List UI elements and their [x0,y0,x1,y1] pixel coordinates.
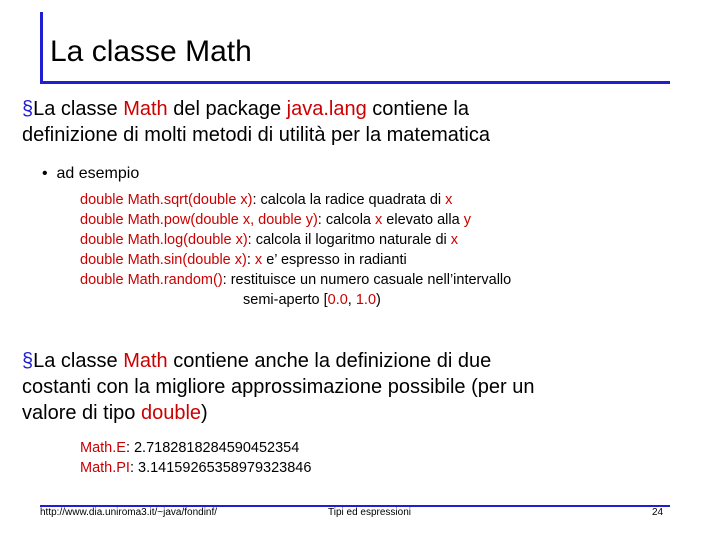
method-description: : calcola la radice quadrata di [252,192,446,208]
text-segment: La classe [33,350,124,372]
method-signature: double Math.sqrt(double x) [80,192,253,208]
title-rule-horizontal [40,81,670,84]
method-signature: double Math.pow(double x, double y) [80,212,318,228]
method-pow [80,210,511,230]
method-signature: double Math.log(double x) [80,232,248,248]
text-segment: contiene anche la definizione di due [167,350,492,372]
title-rule-vertical [40,12,43,84]
interval-upper-bound: 1.0 [355,292,377,308]
footer-topic: Tipi ed espressioni [328,507,412,518]
bullet-marker: § [22,98,34,120]
keyword-math: Math [123,98,168,120]
keyword-double: double [140,402,202,424]
bullet-line-1 [22,348,534,374]
method-description: elevato alla [382,212,464,228]
bullet-math-constants [22,348,534,426]
method-description: : [246,252,255,268]
interval-lower-bound: 0.0 [327,292,348,308]
bullet-math-class [22,96,490,148]
text-segment: del package [167,98,287,120]
footer-page-number: 24 [652,507,664,518]
method-description: : calcola [317,212,376,228]
method-description: : calcola il logaritmo naturale di [247,232,451,248]
subbullet-text: ad esempio [56,165,140,182]
method-random [80,270,511,290]
constant-value: : 2.7182818284590452354 [125,440,300,456]
method-argument: x [375,212,383,228]
method-argument: x [445,192,453,208]
text-segment: ) [201,402,208,424]
slide-title: La classe Math [50,35,252,68]
method-list [80,190,511,310]
keyword-java-lang: java.lang [286,98,367,120]
method-signature: double Math.random() [80,272,223,288]
method-sin [80,250,511,270]
method-description: e’ espresso in radianti [262,252,407,268]
method-description: : restituisce un numero casuale nell’intervallo [222,272,512,288]
method-random-continuation [80,290,511,310]
subbullet-marker: • [42,165,48,182]
bullet-line-3 [22,400,534,426]
keyword-math: Math [123,350,168,372]
constant-name: Math.E [80,440,126,456]
constant-name: Math.PI [80,460,130,476]
method-argument: x [450,232,459,248]
text-segment: contiene la [366,98,469,120]
method-description: ) [376,292,381,308]
method-description: semi-aperto [ [243,292,328,308]
method-sqrt [80,190,511,210]
constant-list [80,438,311,478]
method-signature: double Math.sin(double x) [80,252,247,268]
bullet-line-2: definizione di molti metodi di utilità per la matematica [22,124,490,146]
method-argument: x [254,252,263,268]
constant-pi [80,458,311,478]
subbullet-examples [42,164,139,184]
constant-e [80,438,311,458]
method-log [80,230,511,250]
constant-value: : 3.14159265358979323846 [129,460,312,476]
method-description: , [347,292,356,308]
bullet-line-1 [22,96,490,122]
bullet-line-2: costanti con la migliore approssimazione possibile (per un [22,376,535,398]
bullet-marker: § [22,350,34,372]
text-segment: La classe [33,98,124,120]
method-argument: y [463,212,471,228]
text-segment: valore di tipo [22,402,141,424]
footer-url: http://www.dia.uniroma3.it/~java/fondinf/ [40,507,218,518]
